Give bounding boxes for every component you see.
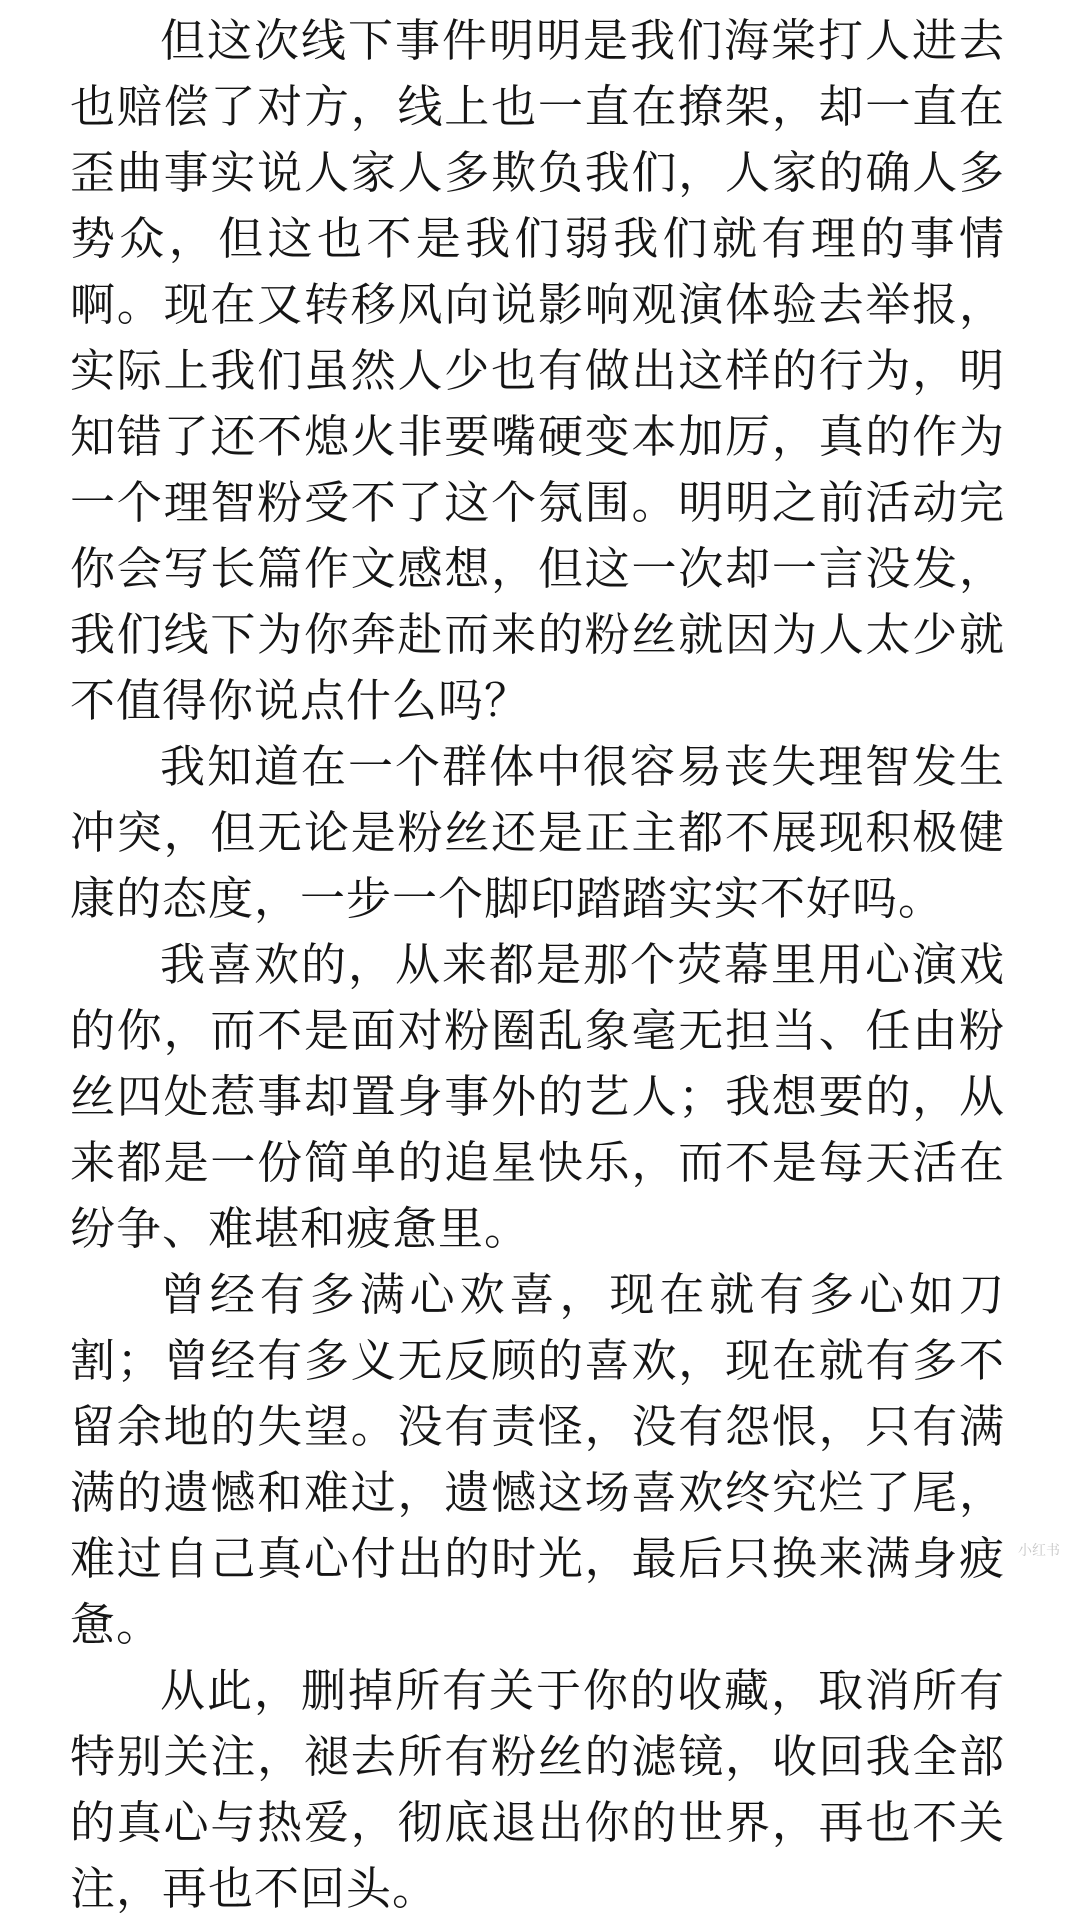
paragraph-3: 我喜欢的，从来都是那个荧幕里用心演戏的你，而不是面对粉圈乱象毫无担当、任由粉丝四处惹事却置身事外的艺人；我想要的，从来都是一份简单的追星快乐，而不是每天活在纷争、难堪和疲惫里。 (70, 938, 1005, 1255)
paragraph-1: 但这次线下事件明明是我们海棠打人进去也赔偿了对方，线上也一直在撩架，却一直在歪曲事实说人家人多欺负我们，人家的确人多势众，但这也不是我们弱我们就有理的事情啊。现在又转移风向说影响观演体验去举报，实际上我们虽然人少也有做出这样的行为，明知错了还不熄火非要嘴硬变本加厉，真的作为一个理智粉受不了这个氛围。明明之前活动完你会写长篇作文感想，但这一次却一言没发，我们线下为你奔赴而来的粉丝就因为人太少就不值得你说点什么吗？ (70, 14, 1005, 727)
paragraph-4: 曾经有多满心欢喜，现在就有多心如刀割；曾经有多义无反顾的喜欢，现在就有多不留余地的失望。没有责怪，没有怨恨，只有满满的遗憾和难过，遗憾这场喜欢终究烂了尾，难过自己真心付出的时光，最后只换来满身疲惫。 (70, 1268, 1005, 1651)
article-body (70, 8, 1005, 1922)
paragraph-5: 从此，删掉所有关于你的收藏，取消所有特别关注，褪去所有粉丝的滤镜，收回我全部的真心与热爱，彻底退出你的世界，再也不关注，再也不回头。 (70, 1664, 1005, 1915)
paragraph-2: 我知道在一个群体中很容易丧失理智发生冲突，但无论是粉丝还是正主都不展现积极健康的态度，一步一个脚印踏踏实实不好吗。 (70, 740, 1005, 925)
watermark-logo: 小红书 (1018, 1542, 1060, 1558)
